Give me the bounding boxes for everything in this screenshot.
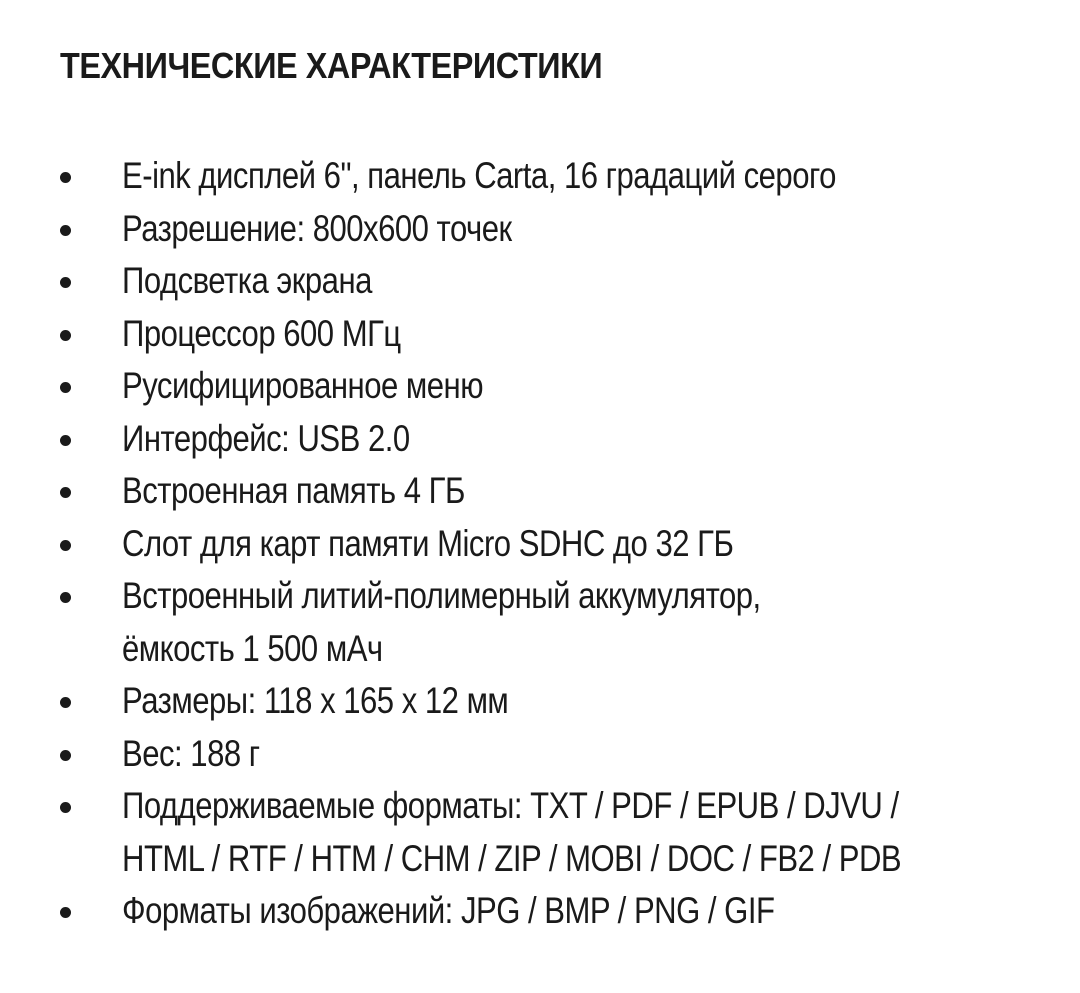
bullet-icon	[60, 277, 71, 288]
spec-text	[122, 675, 1063, 728]
bullet-icon	[60, 172, 71, 183]
bullet-icon	[60, 802, 71, 813]
spec-text	[122, 150, 1063, 203]
bullet-icon	[60, 225, 71, 236]
spec-line: Слот для карт памяти Micro SDHC до 32 ГБ	[122, 522, 734, 564]
spec-item	[0, 675, 1080, 728]
spec-text	[122, 780, 1063, 885]
spec-text	[122, 413, 1063, 466]
spec-line: Подсветка экрана	[122, 260, 372, 301]
spec-line: Размеры: 118 x 165 x 12 мм	[122, 680, 509, 721]
spec-line: Поддерживаемые форматы: TXT / PDF / EPUB / DJVU /	[122, 785, 899, 826]
spec-item	[0, 465, 1080, 518]
spec-text	[122, 518, 1063, 571]
spec-line: HTML / RTF / HTM / CHM / ZIP / MOBI / DOC / FB2 / PDB	[122, 837, 902, 879]
spec-item	[0, 570, 1080, 675]
spec-line: Разрешение: 800x600 точек	[122, 207, 512, 249]
spec-text	[122, 308, 1063, 361]
bullet-icon	[60, 540, 71, 551]
spec-item	[0, 308, 1080, 361]
spec-item	[0, 360, 1080, 413]
spec-text	[122, 255, 1063, 308]
spec-text	[122, 203, 1063, 256]
spec-line: Русифицированное меню	[122, 365, 484, 406]
spec-item	[0, 203, 1080, 256]
spec-text	[122, 465, 1063, 518]
spec-text	[122, 728, 1063, 781]
spec-list	[0, 150, 1080, 938]
spec-item	[0, 780, 1080, 885]
spec-line: Интерфейс: USB 2.0	[122, 417, 410, 459]
spec-item	[0, 885, 1080, 938]
spec-item	[0, 728, 1080, 781]
bullet-icon	[60, 382, 71, 393]
spec-line: Встроенный литий-полимерный аккумулятор,	[122, 575, 761, 616]
spec-line: Форматы изображений: JPG / BMP / PNG / GIF	[122, 890, 775, 931]
bullet-icon	[60, 330, 71, 341]
spec-item	[0, 413, 1080, 466]
spec-line: Встроенная память 4 ГБ	[122, 470, 465, 511]
spec-line: Процессор 600 МГц	[122, 312, 401, 354]
spec-item	[0, 518, 1080, 571]
page-title: ТЕХНИЧЕСКИЕ ХАРАКТЕРИСТИКИ	[60, 45, 603, 86]
spec-item	[0, 255, 1080, 308]
spec-item	[0, 150, 1080, 203]
spec-line: ёмкость 1 500 мАч	[122, 627, 383, 669]
spec-line: Вес: 188 г	[122, 732, 260, 774]
bullet-icon	[60, 750, 71, 761]
spec-line: E-ink дисплей 6", панель Carta, 16 градаций серого	[122, 155, 836, 196]
bullet-icon	[60, 592, 71, 603]
spec-text	[122, 885, 1063, 938]
spec-text	[122, 360, 1063, 413]
bullet-icon	[60, 697, 71, 708]
bullet-icon	[60, 487, 71, 498]
spec-text	[122, 570, 1063, 675]
bullet-icon	[60, 435, 71, 446]
bullet-icon	[60, 907, 71, 918]
